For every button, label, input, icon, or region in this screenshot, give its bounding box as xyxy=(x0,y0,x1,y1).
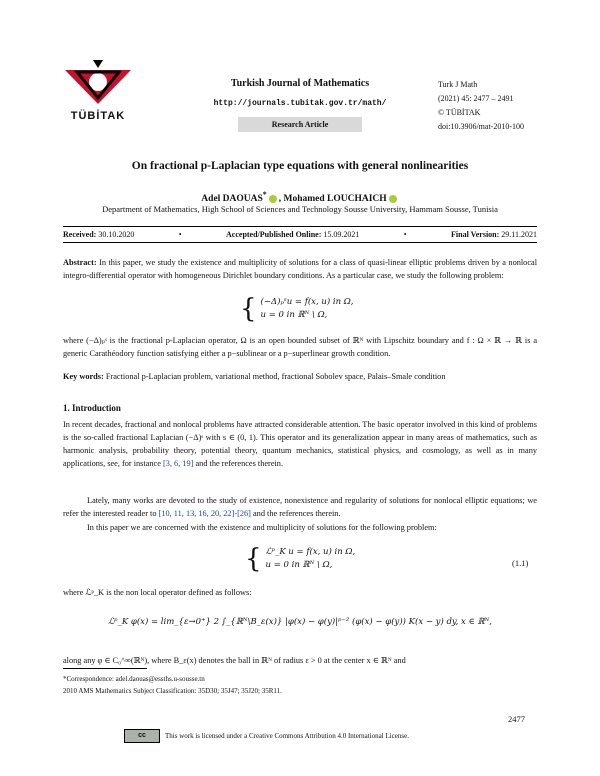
received-label: Received: xyxy=(63,230,97,239)
cc-by-icon[interactable]: cc xyxy=(124,729,160,743)
equation-line: u = 0 in ℝᴺ \ Ω, xyxy=(260,310,328,320)
equation-1-1 xyxy=(245,546,355,572)
citation-link[interactable]: [3, 6, 19] xyxy=(163,459,194,468)
abstract-paragraph-2: where (−Δ)ₚˢ is the fractional p-Laplacian operator, Ω is an open bounded subset of ℝᴺ with Lipschitz boundary and f : Ω × ℝ → ℝ is a generic Carathéodory function satisfying either a p−sublinear or a p−superlinear growth condition. xyxy=(63,336,537,358)
received-date: 30.10.2020 xyxy=(98,230,135,239)
meta-journal: Turk J Math xyxy=(438,80,478,89)
accepted-date: 15.09.2021 xyxy=(323,230,360,239)
affiliation: Department of Mathematics, High School of Sciences and Technology Sousse University, Hammam Sousse, Tunisia xyxy=(102,204,498,214)
equation-operator: ℒᵖ_K φ(x) = lim_{ε→0⁺} 2 ∫_{ℝᴺ\B_ε(x)} |φ(x) − φ(y)|ᵖ⁻² (φ(x) − φ(y)) K(x − y) dy, x ∈ ℝᴺ, xyxy=(108,617,492,627)
abstract-text: In this paper, we study the existence and multiplicity of solutions for a class of quasi-linear elliptic problems driven by a nonlocal integro-differential operator with homogeneous Dirichlet boundary conditions. As a particular case, we study the following problem: xyxy=(63,258,538,280)
article-type-badge: Research Article xyxy=(238,117,362,132)
article-meta xyxy=(438,78,524,134)
bullet: • xyxy=(178,230,182,239)
paragraph-text: In recent decades, fractional and nonlocal problems have attracted considerable attention. The basic operator involved in this kind of problems is the so-called fractional Laplacian (−Δ)ˢ with s ∈ (0, 1). This operator and its generalization appear in many areas of mathematics, such as harmonic analysis, probability theory, potential theory, quantum mechanics, statistical physics, and cosmology, as well as in many applications, see, for instance xyxy=(63,420,537,468)
dates-row xyxy=(63,230,537,239)
citation-link[interactable]: [10, 11, 13, 16, 20, 22]-[26] xyxy=(158,509,251,518)
left-brace: { xyxy=(240,294,257,324)
equation-line: u = 0 in ℝᴺ \ Ω, xyxy=(265,560,333,570)
meta-doi[interactable]: doi:10.3906/mat-2010-100 xyxy=(438,122,524,131)
logo-text: TÜBİTAK xyxy=(70,110,126,122)
correspondence-mark: * xyxy=(262,190,267,199)
intro-paragraph-2 xyxy=(63,494,537,520)
journal-title: Turkish Journal of Mathematics xyxy=(230,78,370,89)
keywords-text: Fractional p-Laplacian problem, variational method, fractional Sobolev space, Palais–Smale condition xyxy=(105,372,446,381)
equation-abstract xyxy=(240,296,354,322)
abstract-paragraph xyxy=(63,256,537,282)
footnote-rule xyxy=(63,668,147,669)
final-date: 29.11.2021 xyxy=(501,230,537,239)
meta-volume: (2021) 45: 2477 – 2491 xyxy=(438,94,514,103)
intro-paragraph-4: where ℒᵖ_K is the non local operator defined as follows: xyxy=(63,588,252,597)
paragraph-text: and the references therein. xyxy=(195,459,284,468)
section-heading: 1. Introduction xyxy=(63,403,121,413)
equation-line: (−Δ)ₚˢu = f(x, u) in Ω, xyxy=(260,297,354,307)
page-number: 2477 xyxy=(508,714,525,724)
tubitak-logo xyxy=(63,58,133,128)
authors xyxy=(0,190,600,204)
orcid-icon[interactable] xyxy=(269,195,277,203)
paragraph-text: Lately, many works are devoted to the study of existence, nonexistence and regularity of solutions for nonlocal elliptic equations; we refer the interested reader to xyxy=(63,496,537,518)
paragraph-text: and the references therein. xyxy=(253,509,341,518)
equation-line: ℒᵖ_K u = f(x, u) in Ω, xyxy=(265,547,356,557)
orcid-icon[interactable] xyxy=(389,195,397,203)
author-separator: , xyxy=(278,194,282,205)
author-1: Adel DAOUAS xyxy=(201,194,263,205)
intro-paragraph-3: In this paper we are concerned with the existence and multiplicity of solutions for the following problem: xyxy=(87,523,437,532)
bullet: • xyxy=(403,230,407,239)
footnote-msc: 2010 AMS Mathematics Subject Classification: 35D30; 35J47; 35J20; 35R11. xyxy=(63,687,282,695)
journal-url[interactable]: http://journals.tubitak.gov.tr/math/ xyxy=(213,99,387,108)
footnote-correspondence: *Correspondence: adel.daouas@essths.u-sousse.tn xyxy=(63,675,205,683)
abstract-label: Abstract: xyxy=(63,258,97,267)
keywords-label: Key words: xyxy=(63,372,104,381)
keywords xyxy=(63,370,537,383)
author-2: Mohamed LOUCHAICH xyxy=(283,194,387,205)
paper-title: On fractional p-Laplacian type equations with general nonlinearities xyxy=(131,160,469,172)
final-label: Final Version: xyxy=(451,230,500,239)
license-text[interactable]: This work is licensed under a Creative Commons Attribution 4.0 International License. xyxy=(165,732,409,740)
meta-copyright: © TÜBİTAK xyxy=(438,108,481,117)
intro-paragraph-5: along any φ ∈ C₀^∞(ℝᴺ), where B_ε(x) denotes the ball in ℝᴺ of radius ε > 0 at the center x ∈ ℝᴺ and xyxy=(63,656,406,665)
intro-paragraph-1 xyxy=(63,418,537,470)
equation-number: (1.1) xyxy=(512,558,529,568)
divider xyxy=(63,226,537,227)
left-brace: { xyxy=(245,544,262,574)
accepted-label: Accepted/Published Online: xyxy=(226,230,322,239)
divider xyxy=(63,242,537,243)
